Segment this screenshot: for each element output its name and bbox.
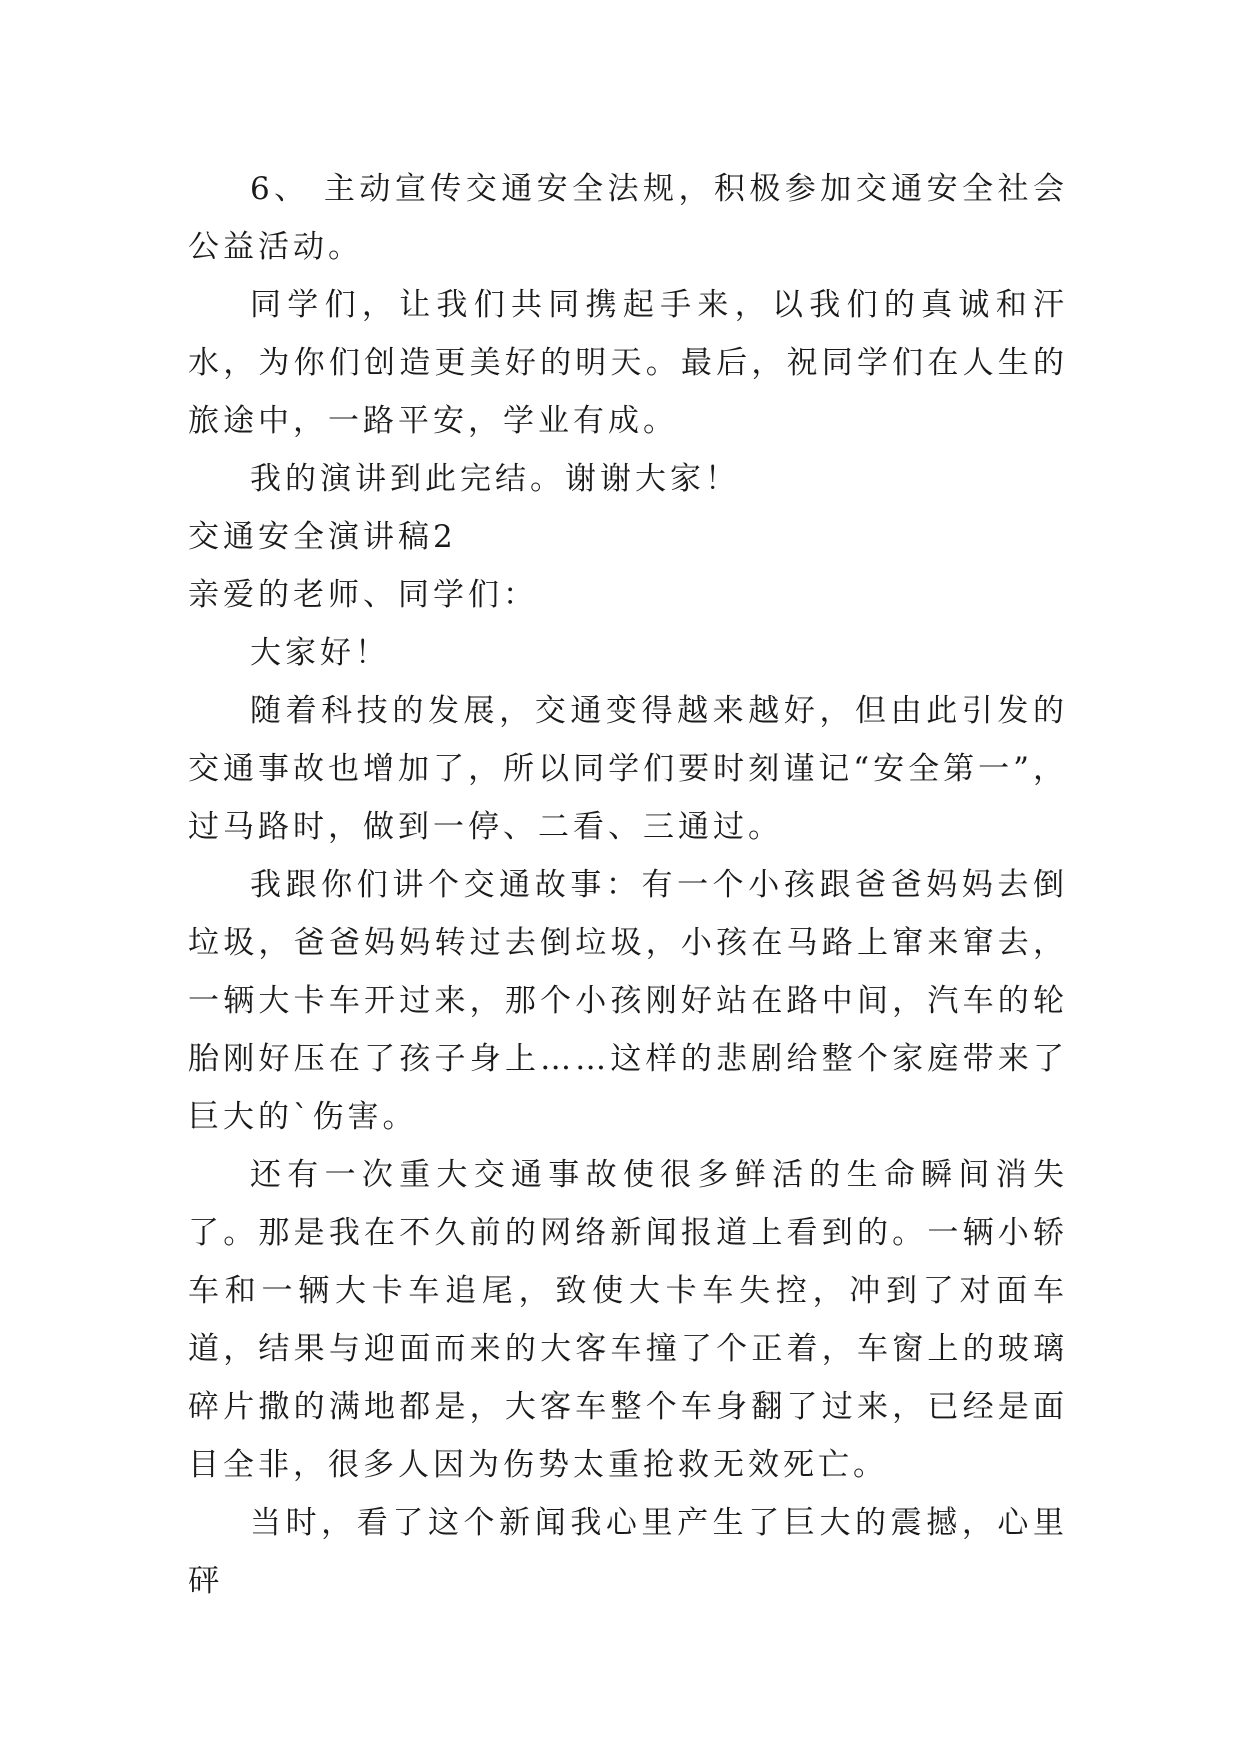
paragraph-reaction: 当时，看了这个新闻我心里产生了巨大的震撼，心里砰 (188, 1505, 1068, 1599)
paragraph-call-to-action: 同学们，让我们共同携起手来，以我们的真诚和汗水，为你们创造更美好的明天。最后，祝同学们在人生的旅途中，一路平安，学业有成。 (188, 287, 1068, 439)
section-title: 交通安全演讲稿2 (188, 519, 457, 555)
document-body (188, 160, 1068, 1610)
paragraph-closing: 我的演讲到此完结。谢谢大家！ (250, 461, 740, 497)
paragraph-safety-item-6: 6、 主动宣传交通安全法规，积极参加交通安全社会公益活动。 (188, 171, 1068, 265)
paragraph-intro: 随着科技的发展，交通变得越来越好，但由此引发的交通事故也增加了，所以同学们要时刻谨记“安全第一”，过马路时，做到一停、二看、三通过。 (188, 693, 1068, 845)
paragraph-story: 我跟你们讲个交通故事：有一个小孩跟爸爸妈妈去倒垃圾，爸爸妈妈转过去倒垃圾，小孩在马路上窜来窜去，一辆大卡车开过来，那个小孩刚好站在路中间，汽车的轮胎刚好压在了孩子身上……这样的悲剧给整个家庭带来了巨大的`伤害。 (188, 867, 1068, 1135)
greeting: 大家好！ (250, 635, 390, 671)
paragraph-accident-news: 还有一次重大交通事故使很多鲜活的生命瞬间消失了。那是我在不久前的网络新闻报道上看到的。一辆小轿车和一辆大卡车追尾，致使大卡车失控，冲到了对面车道，结果与迎面而来的大客车撞了个正着，车窗上的玻璃碎片撒的满地都是，大客车整个车身翻了过来，已经是面目全非，很多人因为伤势太重抢救无效死亡。 (188, 1157, 1068, 1483)
salutation: 亲爱的老师、同学们： (188, 577, 538, 613)
